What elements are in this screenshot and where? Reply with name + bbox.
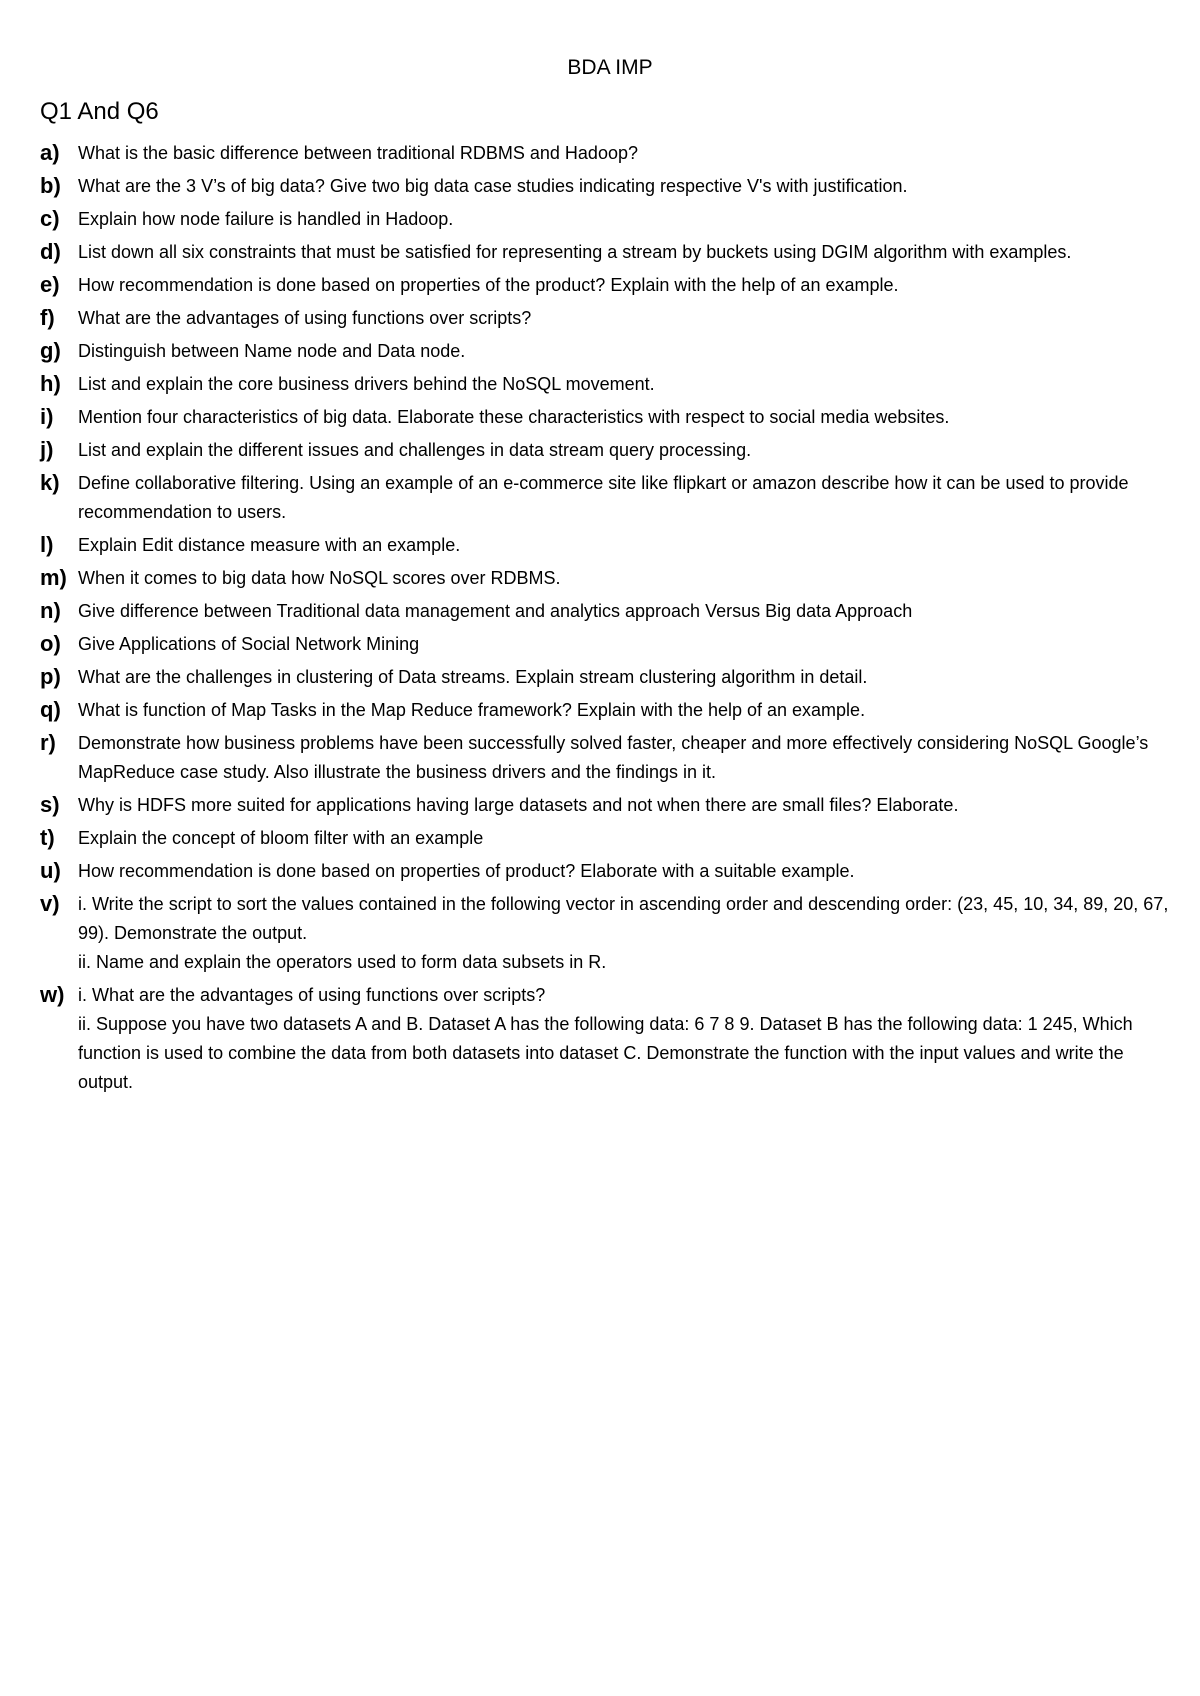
question-letter: c) (40, 206, 60, 231)
question-letter: j) (40, 437, 54, 462)
question-item (40, 303, 1180, 333)
question-letter: v) (40, 891, 60, 916)
question-line: How recommendation is done based on properties of the product? Explain with the help of an example. (78, 275, 899, 295)
question-item (40, 563, 1180, 593)
question-line: Mention four characteristics of big data. Elaborate these characteristics with respect to social media websites. (78, 407, 950, 427)
question-text (78, 695, 1180, 725)
question-letter: d) (40, 239, 61, 264)
question-item (40, 435, 1180, 465)
question-letter: l) (40, 532, 54, 557)
question-line: What are the challenges in clustering of Data streams. Explain stream clustering algorithm in detail. (78, 667, 868, 687)
question-item (40, 138, 1180, 168)
question-item (40, 402, 1180, 432)
question-text (78, 856, 1180, 886)
question-letter: r) (40, 730, 56, 755)
question-line: Explain the concept of bloom filter with an example (78, 828, 484, 848)
question-line: Give difference between Traditional data management and analytics approach Versus Big data Approach (78, 601, 913, 621)
question-item (40, 468, 1180, 527)
question-line: Define collaborative filtering. Using an example of an e-commerce site like flipkart or amazon describe how it can be used to provide recommendation to users. (78, 473, 1129, 522)
question-item (40, 662, 1180, 692)
question-line: What is function of Map Tasks in the Map Reduce framework? Explain with the help of an example. (78, 700, 866, 720)
section-heading: Q1 And Q6 (40, 98, 159, 125)
question-line: Explain Edit distance measure with an example. (78, 535, 461, 555)
question-letter: a) (40, 140, 60, 165)
question-line: Demonstrate how business problems have been successfully solved faster, cheaper and more effectively considering NoSQL Google’s MapReduce case study. Also illustrate the business drivers and the findings in it. (78, 733, 1149, 782)
question-letter: q) (40, 697, 61, 722)
question-text (78, 823, 1180, 853)
question-text (78, 728, 1180, 787)
question-letter: o) (40, 631, 61, 656)
question-letter: f) (40, 305, 55, 330)
question-letter: p) (40, 664, 61, 689)
question-item (40, 336, 1180, 366)
question-line: When it comes to big data how NoSQL scores over RDBMS. (78, 568, 561, 588)
question-item (40, 856, 1180, 886)
question-text (78, 369, 1180, 399)
question-text (78, 138, 1180, 168)
question-text (78, 435, 1180, 465)
question-line: ii. Suppose you have two datasets A and B. Dataset A has the following data: 6 7 8 9. Dataset B has the following data: 1 245, Which function is used to combine the data from both datasets into dataset C. Demonstrate the function with the input values and write the output. (78, 1014, 1133, 1092)
question-item (40, 530, 1180, 560)
question-line: ii. Name and explain the operators used to form data subsets in R. (78, 952, 607, 972)
question-item (40, 790, 1180, 820)
question-item (40, 629, 1180, 659)
question-text (78, 563, 1180, 593)
question-line: List down all six constraints that must be satisfied for representing a stream by buckets using DGIM algorithm with examples. (78, 242, 1072, 262)
question-letter: h) (40, 371, 61, 396)
question-text (78, 980, 1180, 1097)
question-letter: u) (40, 858, 61, 883)
question-text (78, 889, 1180, 977)
question-letter: w) (40, 982, 65, 1007)
question-text (78, 596, 1180, 626)
question-line: Distinguish between Name node and Data node. (78, 341, 466, 361)
question-list (40, 138, 1180, 1097)
question-text (78, 629, 1180, 659)
question-letter: k) (40, 470, 60, 495)
question-text (78, 336, 1180, 366)
question-line: Give Applications of Social Network Mining (78, 634, 420, 654)
question-item (40, 369, 1180, 399)
question-text (78, 270, 1180, 300)
question-item (40, 596, 1180, 626)
question-letter: i) (40, 404, 54, 429)
question-text (78, 468, 1180, 527)
question-letter: s) (40, 792, 60, 817)
question-item (40, 728, 1180, 787)
question-item (40, 695, 1180, 725)
question-letter: m) (40, 565, 67, 590)
question-item (40, 171, 1180, 201)
question-line: What are the advantages of using functions over scripts? (78, 308, 532, 328)
question-letter: n) (40, 598, 61, 623)
question-text (78, 204, 1180, 234)
question-item (40, 204, 1180, 234)
question-item (40, 889, 1180, 977)
question-line: Why is HDFS more suited for applications having large datasets and not when there are small files? Elaborate. (78, 795, 959, 815)
question-line: What is the basic difference between traditional RDBMS and Hadoop? (78, 143, 638, 163)
question-line: How recommendation is done based on properties of product? Elaborate with a suitable example. (78, 861, 855, 881)
question-text (78, 790, 1180, 820)
question-line: What are the 3 V’s of big data? Give two big data case studies indicating respective V's with justification. (78, 176, 908, 196)
question-text (78, 402, 1180, 432)
question-letter: b) (40, 173, 61, 198)
document-title: BDA IMP (567, 56, 653, 79)
question-text (78, 303, 1180, 333)
question-line: List and explain the different issues and challenges in data stream query processing. (78, 440, 752, 460)
question-letter: g) (40, 338, 61, 363)
question-text (78, 662, 1180, 692)
question-line: i. What are the advantages of using functions over scripts? (78, 985, 546, 1005)
question-line: i. Write the script to sort the values contained in the following vector in ascending order and descending order: (23, 45, 10, 34, 89, 20, 67, 99). Demonstrate the output. (78, 894, 1169, 943)
question-text (78, 171, 1180, 201)
question-item (40, 823, 1180, 853)
question-letter: t) (40, 825, 55, 850)
question-item (40, 237, 1180, 267)
question-text (78, 530, 1180, 560)
question-text (78, 237, 1180, 267)
question-item (40, 980, 1180, 1097)
question-letter: e) (40, 272, 60, 297)
question-line: List and explain the core business drivers behind the NoSQL movement. (78, 374, 655, 394)
question-line: Explain how node failure is handled in Hadoop. (78, 209, 454, 229)
question-item (40, 270, 1180, 300)
